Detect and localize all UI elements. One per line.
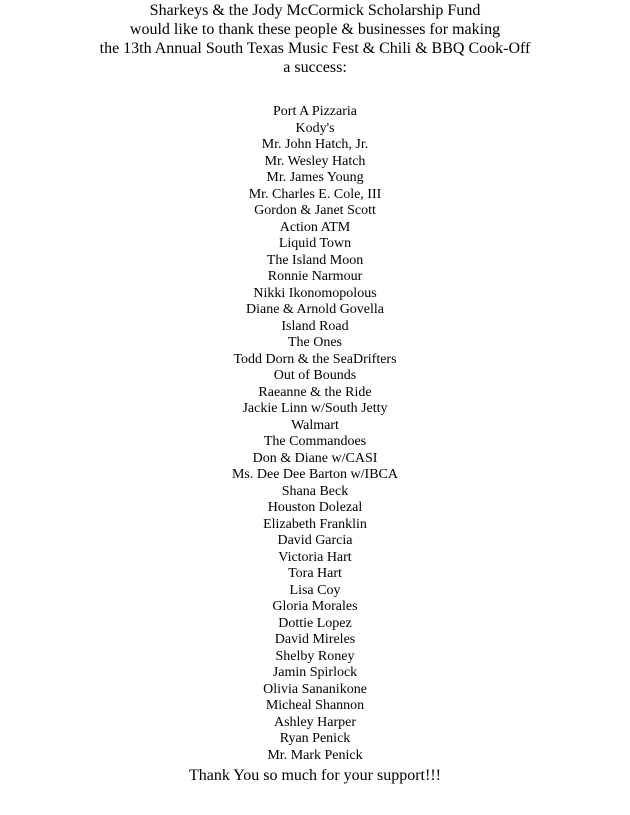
list-item: Mr. Wesley Hatch bbox=[264, 153, 366, 169]
list-item: Out of Bounds bbox=[273, 368, 357, 383]
list-item: Houston Dolezal bbox=[267, 500, 363, 515]
header bbox=[0, 1, 630, 77]
list-item: Victoria Hart bbox=[278, 549, 352, 565]
list-item: Mr. John Hatch, Jr. bbox=[261, 137, 369, 152]
list-item: Port A Pizzaria bbox=[273, 104, 357, 119]
footer-thank-you: Thank You so much for your support!!! bbox=[189, 767, 441, 784]
list-item: The Island Moon bbox=[266, 252, 364, 268]
list-item: Shelby Roney bbox=[275, 648, 355, 664]
list-item: Lisa Coy bbox=[289, 582, 341, 598]
list-item: Ronnie Narmour bbox=[267, 269, 363, 284]
header-line-1: Sharkeys & the Jody McCormick Scholarship Fund bbox=[149, 2, 481, 19]
list-item: Ms. Dee Dee Barton w/IBCA bbox=[231, 467, 399, 482]
list-item: Mr. Charles E. Cole, III bbox=[248, 186, 382, 202]
list-item: Shana Beck bbox=[281, 483, 349, 499]
list-item: Olivia Sananikone bbox=[263, 681, 367, 697]
list-item: Tora Hart bbox=[288, 566, 342, 581]
list-item: Liquid Town bbox=[278, 236, 352, 251]
list-item: The Ones bbox=[287, 335, 343, 350]
list-item: Dottie Lopez bbox=[278, 615, 352, 631]
list-item: Todd Dorn & the SeaDrifters bbox=[233, 351, 397, 367]
list-item: Jamin Spirlock bbox=[272, 665, 358, 680]
list-item: Nikki Ikonomopolous bbox=[253, 285, 377, 301]
list-item: Don & Diane w/CASI bbox=[252, 450, 378, 466]
header-line-3: the 13th Annual South Texas Music Fest & Chili & BBQ Cook-Off bbox=[99, 40, 531, 57]
list-item: Kody's bbox=[295, 120, 335, 136]
list-item: David Mireles bbox=[274, 632, 356, 647]
list-item: Elizabeth Franklin bbox=[263, 516, 367, 532]
list-item: Mr. Mark Penick bbox=[267, 747, 363, 763]
header-line-4: a success: bbox=[283, 59, 347, 76]
list-item: Gordon & Janet Scott bbox=[254, 203, 376, 218]
header-line-2: would like to thank these people & businesses for making bbox=[129, 21, 501, 38]
list-item: Micheal Shannon bbox=[265, 698, 365, 713]
list-item: The Commandoes bbox=[263, 434, 367, 449]
list-item: Ryan Penick bbox=[279, 731, 351, 746]
list-item: Action ATM bbox=[279, 219, 351, 235]
names-list bbox=[0, 104, 630, 764]
list-item: Diane & Arnold Govella bbox=[245, 302, 385, 317]
list-item: Ashley Harper bbox=[273, 714, 357, 730]
list-item: Raeanne & the Ride bbox=[258, 384, 372, 400]
list-item: David Garcia bbox=[277, 533, 353, 548]
list-item: Island Road bbox=[281, 318, 349, 334]
list-item: Jackie Linn w/South Jetty bbox=[242, 401, 388, 416]
list-item: Walmart bbox=[291, 417, 339, 433]
list-item: Gloria Morales bbox=[272, 599, 358, 614]
list-item: Mr. James Young bbox=[266, 170, 364, 185]
